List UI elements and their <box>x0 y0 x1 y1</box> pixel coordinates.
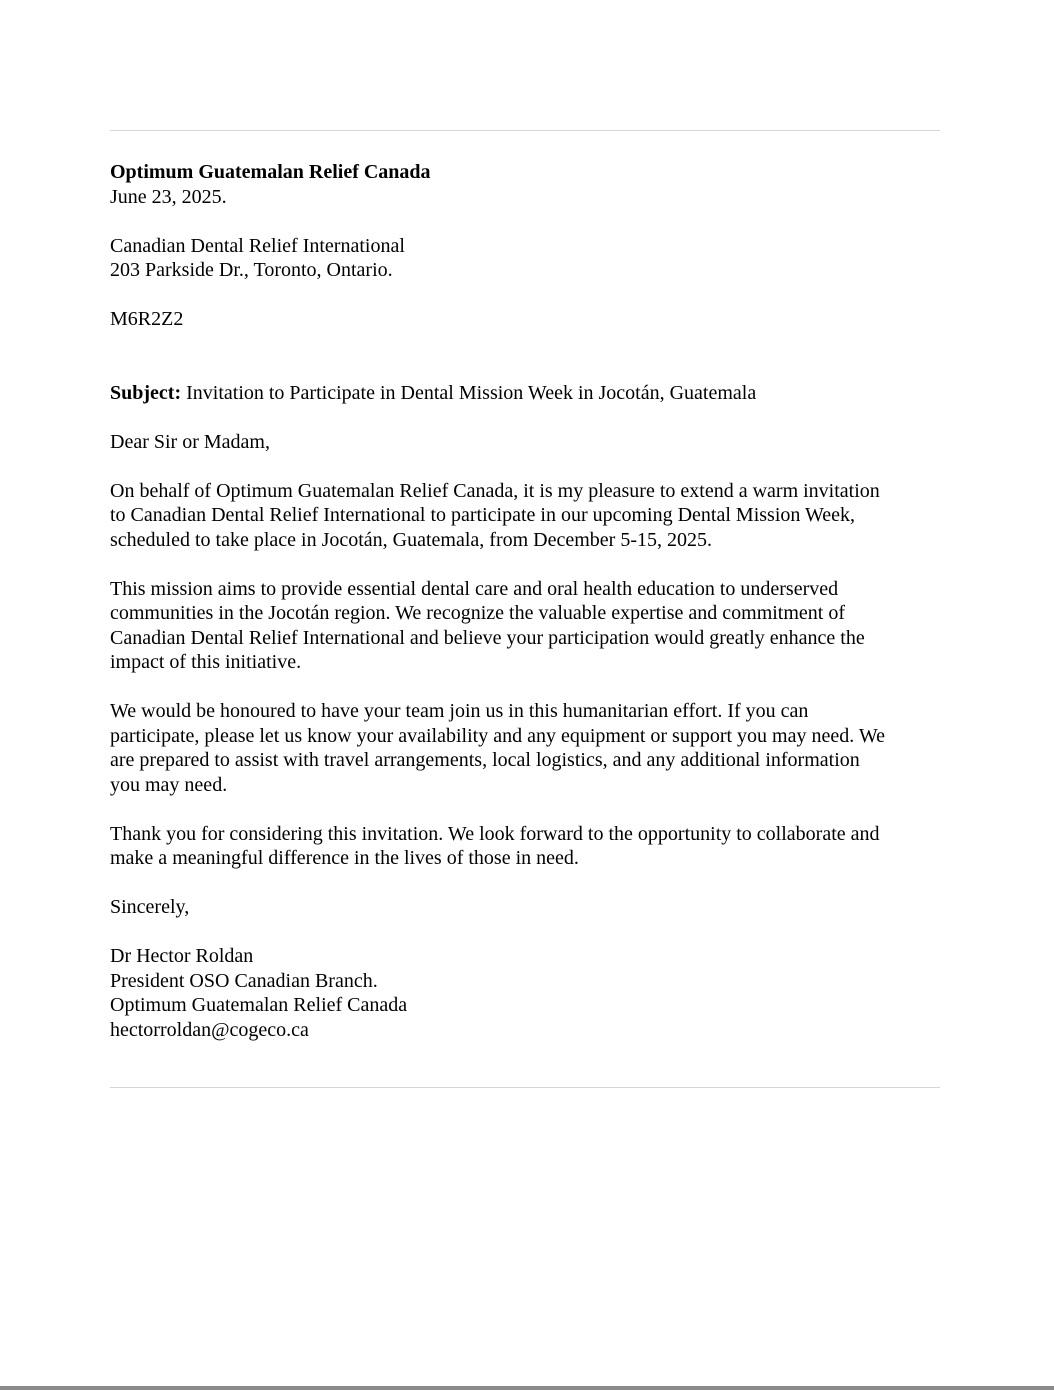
letter-date: June 23, 2025. <box>110 185 227 208</box>
paragraph-3-line: We would be honoured to have your team join us in this humanitarian effort. If you can <box>110 700 809 722</box>
paragraph-3-line: you may need. <box>110 773 228 796</box>
paragraph-4-line: Thank you for considering this invitation. We look forward to the opportunity to collaborate and <box>110 822 880 845</box>
letter-body <box>110 160 945 1042</box>
salutation: Dear Sir or Madam, <box>110 430 270 453</box>
recipient-address: 203 Parkside Dr., Toronto, Ontario. <box>110 259 393 281</box>
paragraph-3-line: participate, please let us know your availability and any equipment or support you may need. We <box>110 724 886 747</box>
paragraph-2-line: Canadian Dental Relief International and believe your participation would greatly enhance the <box>110 626 865 649</box>
subject-text: Invitation to Participate in Dental Mission Week in Jocotán, Guatemala <box>181 381 757 404</box>
signature-name: Dr Hector Roldan <box>110 945 254 967</box>
signature-organization: Optimum Guatemalan Relief Canada <box>110 994 408 1016</box>
signature-email: hectorroldan@cogeco.ca <box>110 1018 309 1041</box>
top-divider <box>110 130 940 131</box>
paragraph-1-line: scheduled to take place in Jocotán, Guatemala, from December 5-15, 2025. <box>110 528 713 551</box>
paragraph-1-line: to Canadian Dental Relief International to participate in our upcoming Dental Mission Week, <box>110 504 856 526</box>
signature-title: President OSO Canadian Branch. <box>110 969 378 992</box>
closing: Sincerely, <box>110 896 190 918</box>
sender-organization: Optimum Guatemalan Relief Canada <box>110 161 431 183</box>
paragraph-4-line: make a meaningful difference in the lives of those in need. <box>110 847 579 869</box>
subject-line <box>110 381 945 406</box>
paragraph-1-line: On behalf of Optimum Guatemalan Relief Canada, it is my pleasure to extend a warm invitation <box>110 479 880 502</box>
paragraph-1 <box>110 479 945 553</box>
paragraph-3 <box>110 699 945 797</box>
paragraph-3-line: are prepared to assist with travel arrangements, local logistics, and any additional information <box>110 749 860 771</box>
recipient-name: Canadian Dental Relief International <box>110 234 405 257</box>
paragraph-2-line: This mission aims to provide essential dental care and oral health education to underserved <box>110 577 839 600</box>
recipient-postal-code: M6R2Z2 <box>110 308 184 330</box>
bottom-divider <box>110 1087 940 1088</box>
page-bottom-edge <box>0 1386 1054 1390</box>
paragraph-2-line: impact of this initiative. <box>110 651 302 673</box>
paragraph-4 <box>110 822 945 871</box>
subject-label: Subject: <box>110 381 182 404</box>
paragraph-2 <box>110 577 945 675</box>
paragraph-2-line: communities in the Jocotán region. We recognize the valuable expertise and commitment of <box>110 602 846 624</box>
